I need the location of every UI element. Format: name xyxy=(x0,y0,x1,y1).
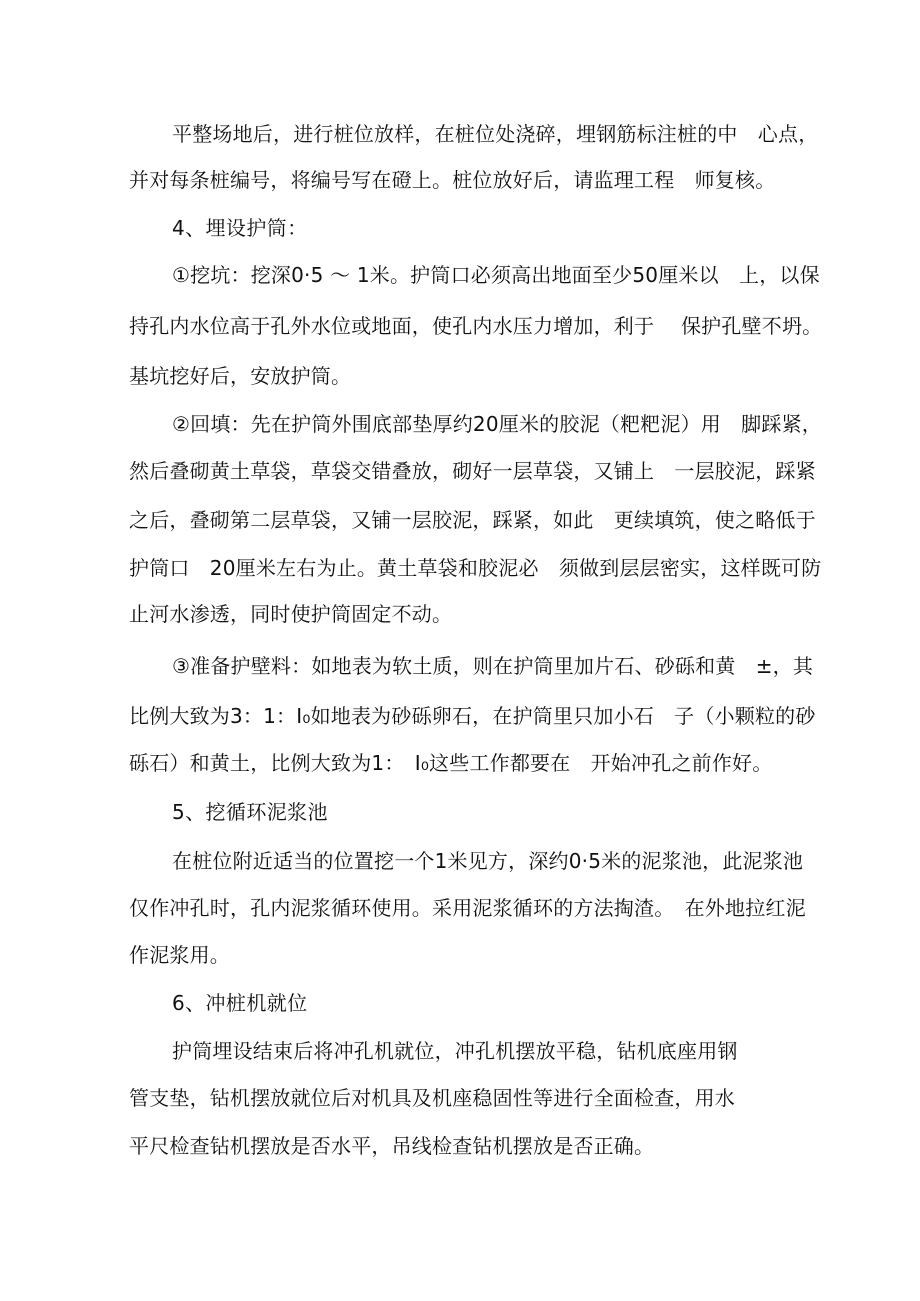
section-heading: 4、埋设护筒： xyxy=(172,216,308,240)
paragraph-line: 之后，叠砌第二层草袋，又铺一层胶泥，踩紧，如此 更续填筑，使之略低于 xyxy=(129,508,816,532)
paragraph-line: 止河水渗透，同时使护筒固定不动。 xyxy=(129,602,453,626)
paragraph-line: 平尺检查钻机摆放是否水平，吊线检查钻机摆放是否正确。 xyxy=(129,1134,655,1158)
paragraph-line: ①挖坑：挖深0·5 ～ 1米。护筒口必须高出地面至少50厘米以 上，以保 xyxy=(172,263,820,287)
paragraph-line: 护筒口 20厘米左右为止。黄土草袋和胶泥必 须做到层层密实，这样既可防 xyxy=(129,556,822,580)
paragraph-line: 在桩位附近适当的位置挖一个1米见方，深约0·5米的泥浆池，此泥浆池 xyxy=(172,849,804,873)
paragraph-line: 护筒埋设结束后将冲孔机就位，冲孔机摆放平稳，钻机底座用钢 xyxy=(172,1039,738,1063)
paragraph-line: 并对每条桩编号，将编号写在磴上。桩位放好后，请监理工程 师复核。 xyxy=(129,168,776,192)
paragraph-line: 比例大致为3：1：I₀如地表为砂砾卵石，在护筒里只加小石 子（小颗粒的砂 xyxy=(129,704,816,728)
paragraph-line: 然后叠砌黄土草袋，草袋交错叠放，砌好一层草袋，又铺上 一层胶泥，踩紧 xyxy=(129,459,816,483)
paragraph-line: 平整场地后，进行桩位放样，在桩位处浇碎，埋钢筋标注桩的中 心点， xyxy=(172,122,819,146)
section-heading: 6、冲桩机就位 xyxy=(172,991,308,1015)
paragraph-line: 持孔内水位高于孔外水位或地面，使孔内水压力增加，利于 保护孔壁不坍。 xyxy=(129,314,823,338)
section-heading: 5、挖循环泥浆池 xyxy=(172,800,328,824)
paragraph-line: 管支垫，钻机摆放就位后对机具及机座稳固性等进行全面检查，用水 xyxy=(129,1086,735,1110)
paragraph-line: ③准备护壁料：如地表为软土质，则在护筒里加片石、砂砾和黄 ±，其 xyxy=(172,654,814,678)
paragraph-line: ②回填：先在护筒外围底部垫厚约20厘米的胶泥（粑粑泥）用 脚踩紧， xyxy=(172,412,822,436)
paragraph-line: 基坑挖好后，安放护筒。 xyxy=(129,364,352,388)
paragraph-line: 仅作冲孔时，孔内泥浆循环使用。采用泥浆循环的方法掏渣。 在外地拉红泥 xyxy=(129,896,806,920)
paragraph-line: 砾石）和黄土，比例大致为1： I₀这些工作都要在 开始冲孔之前作好。 xyxy=(129,751,773,775)
paragraph-line: 作泥浆用。 xyxy=(129,943,230,967)
